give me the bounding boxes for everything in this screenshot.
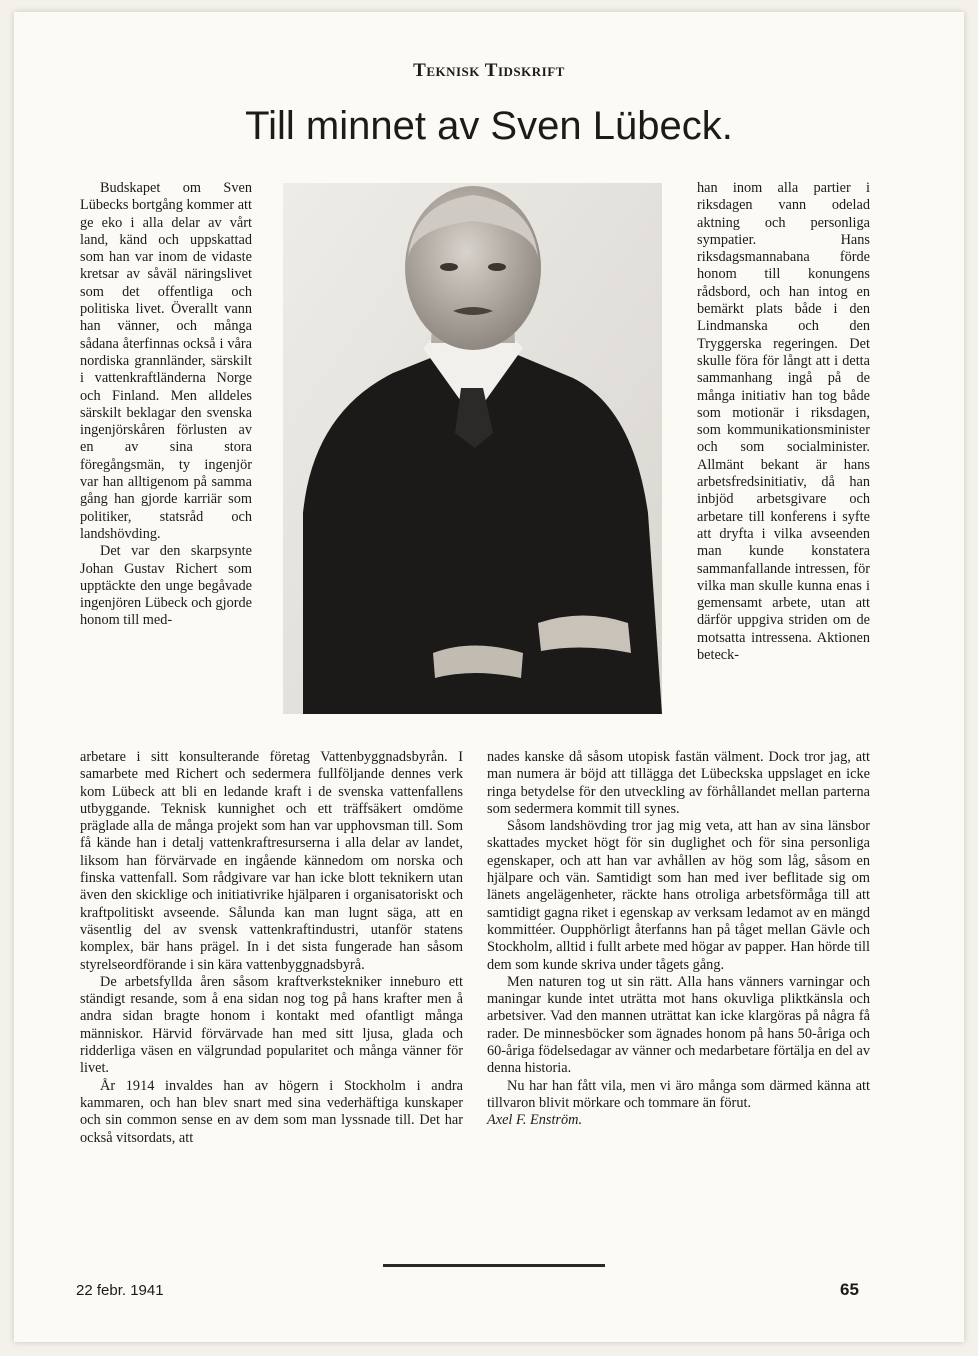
paragraph: Det var den skarpsynte Johan Gustav Richert som upptäckte den unge begåvade ingenjören Lübeck och gjorde honom till med- xyxy=(80,543,252,629)
paragraph: han inom alla partier i riksdagen vann odelad aktning och personliga sympatier. Hans riksdagsmannabana förde honom till konungens rådsbord, och han intog en bemärkt plats både i den Lindmanska och den Tryggerska regeringen. Det skulle föra för långt att i detta sammanhang ingå på de många initiativ han tog både som motionär i riksdagen, som kommunikationsminister och som socialminister. Allmänt bekant är hans arbetsfredsinitiativ, då han inbjöd arbetsgivare och arbetare till konferens i syfte att dryfta i vilka avseenden man kunde konstatera sammanfallande intressen, för vilka man skulle kunna enas i gemensamt arbete, utan att därför uppgiva striden om de motsatta intressena. Aktionen beteck- xyxy=(697,180,870,664)
article-title: Till minnet av Sven Lübeck. xyxy=(245,104,733,148)
paragraph: nades kanske då såsom utopisk fastän välment. Dock tror jag, att man numera är böjd att tillägga det Lübeckska uppslaget en icke ringa betydelse för den utveckling av förhållandet mellan parterna som sedermera kommit till synes. xyxy=(487,749,870,817)
paragraph: Budskapet om Sven Lübecks bortgång kommer att ge eko i alla delar av vårt land, känd och uppskattad som han var inom de vidaste kretsar av såväl näringslivet som det offentliga och politiska livet. Överallt vann han vänner, och många sådana återfinnas också i våra nordiska grannländer, särskilt i vattenkraftländerna Norge och Finland. Men alldeles särskilt beklagar den svenska ingenjörskåren förlusten av en av sina stora föregångsmän, ty ingenjör var han alltigenom på samma gång han gjorde karriär som politiker, statsråd och landshövding. xyxy=(80,180,252,542)
paragraph: År 1914 invaldes han av högern i Stockholm i andra kammaren, och han blev snart med sina vederhäftiga kunskaper och sin common sense en av dem som man lyssnade till. Det har också vitsordats, att xyxy=(80,1077,463,1146)
column-left-top xyxy=(80,180,252,630)
column-left-bottom xyxy=(80,749,463,1147)
author-signature: Axel F. Enström. xyxy=(487,1112,583,1129)
paragraph: arbetare i sitt konsulterande företag Vattenbyggnadsbyrån. I samarbete med Richert och sedermera fullföljande dennes verk kom Lübeck att bli en ledande kraft i de svenska vattenfallens utbyggande. Teknisk kunnighet och ett träffsäkert omdöme präglade alla de många projekt som han var upphovsman till. Som få kände han i detalj vattenkraftresurserna i alla delar av landet, liksom han förvärvade en ingående kännedom om norska och finska vattenfall. Som rådgivare var han icke blott teknikern utan även den skicklige och initiativrike hjälparen i organisatoriskt och kraftpolitiskt avseende. Sålunda kan man lugnt säga, att en väsentlig del av svensk vattenkraftindustri, utanför statens komplex, bär hans prägel. In i det sista fungerade han såsom styrelseordförande i sin kära vattenbyggnadsbyrå. xyxy=(80,749,463,973)
paragraph: De arbetsfyllda åren såsom kraftverkstekniker inneburo ett ständigt resande, som å ena sidan nog tog på hans krafter men å andra sidan bragte honom i kontakt med ofantligt många människor. Härvid förvärvade han med sitt ljusa, glada och ridderliga väsen en välgrundad popularitet och många vänner för livet. xyxy=(80,973,463,1077)
portrait-photo xyxy=(283,183,662,714)
page-number: 65 xyxy=(840,1280,859,1299)
divider-rule xyxy=(383,1264,605,1267)
column-right-top xyxy=(697,180,870,664)
journal-name: Teknisk Tidskrift xyxy=(413,60,565,81)
column-right-bottom xyxy=(487,749,870,1130)
paragraph: Såsom landshövding tror jag mig veta, att han av sina länsbor skattades mycket högt för sin duglighet och för sina personliga egenskaper, och att han var avhållen av hög som låg, såsom en hjälpare och vän. Samtidigt som han med iver beflitade sig om länets angelägenheter, räckte hans otroliga arbetsförmåga till att samtidigt gagna riket i egenskap av verksam ledamot av en mängd kommittéer. Oupphörligt återfanns han på tåget mellan Gävle och Stockholm, alltid i fullt arbete med högar av papper. Han hörde till dem som kunde skriva under tågets gång. xyxy=(487,818,870,973)
paragraph: Men naturen tog ut sin rätt. Alla hans vänners varningar och maningar kunde intet uträtta mot hans okuvliga pliktkänsla och arbetsiver. Vad den mannen uträttat kan icke klargöras på några få rader. De minnesböcker som ägnades honom på hans 50-åriga och 60-åriga födelsedagar av vänner och medarbetare förtälja en del av denna historia. xyxy=(487,973,870,1077)
portrait-photo-icon xyxy=(283,183,662,714)
issue-date: 22 febr. 1941 xyxy=(76,1282,164,1299)
paragraph: Nu har han fått vila, men vi äro många som därmed känna att tillvaron blivit mörkare och tommare än förut. xyxy=(487,1077,870,1111)
